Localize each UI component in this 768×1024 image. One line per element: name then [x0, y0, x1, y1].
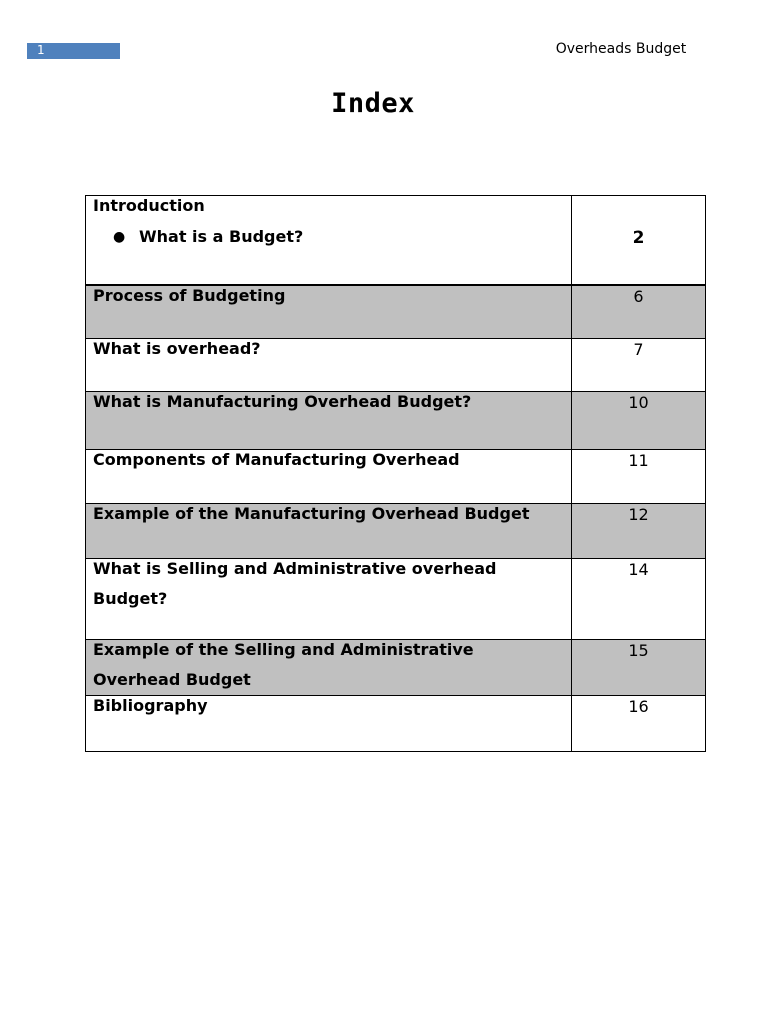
topic-title: Process of Budgeting: [93, 286, 286, 305]
table-row: [86, 695, 706, 751]
topic-cell: [86, 391, 572, 449]
page-value: 6: [633, 287, 644, 306]
topic-title: Introduction: [93, 196, 205, 215]
page-cell: [572, 695, 706, 751]
topic-cell: [86, 639, 572, 695]
page-cell: [572, 503, 706, 558]
topic-title: What is Manufacturing Overhead Budget?: [93, 391, 472, 411]
page-title: Index: [331, 88, 415, 119]
topic-title: Example of the Manufacturing Overhead Budget: [93, 503, 530, 523]
subtopic-list: [93, 222, 565, 252]
page-value: 15: [628, 640, 649, 660]
table-row: [86, 449, 706, 503]
page-number: 1: [37, 43, 45, 57]
topic-cell: [86, 503, 572, 558]
page-value: 16: [628, 696, 649, 716]
topic-title: Components of Manufacturing Overhead: [93, 449, 460, 469]
index-table: [85, 195, 706, 752]
table-row: [86, 285, 706, 338]
document-header-title: Overheads Budget: [555, 41, 687, 57]
topic-title: Example of the Selling and Administrative Overhead Budget: [93, 639, 474, 689]
topic-title: What is overhead?: [93, 338, 261, 358]
page-value: 7: [633, 339, 644, 359]
table-row: [86, 391, 706, 449]
bullet-icon: ●: [113, 229, 126, 245]
subtopic-label: What is a Budget?: [139, 227, 304, 246]
topic-cell: [86, 558, 572, 639]
page-cell: [572, 449, 706, 503]
topic-cell: [86, 695, 572, 751]
page-cell: [572, 285, 706, 338]
page-value: 14: [628, 559, 649, 579]
page-value: 12: [628, 504, 649, 524]
topic-cell: [86, 338, 572, 391]
page-value: 11: [628, 450, 649, 470]
topic-cell: [86, 449, 572, 503]
topic-title: Bibliography: [93, 695, 208, 715]
page-cell: [572, 639, 706, 695]
table-row: [86, 558, 706, 639]
topic-title: What is Selling and Administrative overhead Budget?: [93, 558, 497, 608]
page-number-bar: [27, 43, 120, 59]
table-row: [86, 503, 706, 558]
page-value: 10: [628, 392, 649, 412]
topic-cell: [86, 196, 572, 286]
table-row: [86, 338, 706, 391]
page-cell: [572, 338, 706, 391]
page-cell: [572, 558, 706, 639]
table-row: [86, 196, 706, 286]
table-row: [86, 639, 706, 695]
page-cell: [572, 391, 706, 449]
page-cell: 2: [572, 196, 706, 286]
subtopic-item: [113, 222, 565, 252]
topic-cell: [86, 285, 572, 338]
